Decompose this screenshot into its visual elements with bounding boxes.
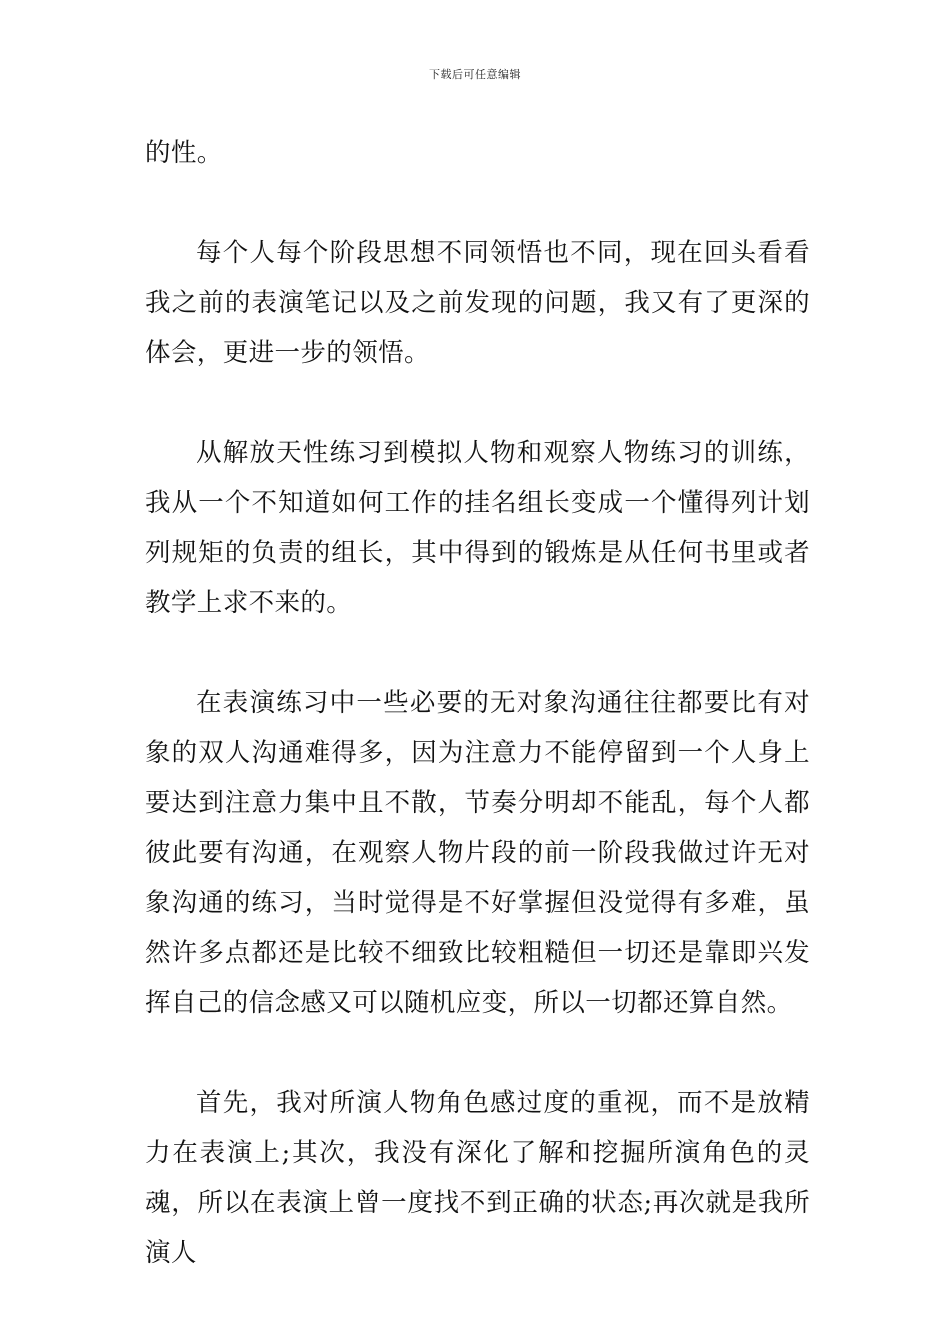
paragraph-gap xyxy=(145,178,810,228)
paragraph-gap xyxy=(145,628,810,678)
paragraph-4: 在表演练习中一些必要的无对象沟通往往都要比有对象的双人沟通难得多，因为注意力不能停留到一个人身上要达到注意力集中且不散，节奏分明却不能乱，每个人都彼此要有沟通，在观察人物片段的前一阶段我做过许无对象沟通的练习，当时觉得是不好掌握但没觉得有多难，虽然许多点都还是比较不细致比较粗糙但一切还是靠即兴发挥自己的信念感又可以随机应变，所以一切都还算自然。 xyxy=(145,688,810,1018)
paragraph-2: 每个人每个阶段思想不同领悟也不同，现在回头看看我之前的表演笔记以及之前发现的问题，我又有了更深的体会，更进一步的领悟。 xyxy=(145,238,810,368)
paragraph-gap xyxy=(145,1028,810,1078)
paragraph-gap xyxy=(145,378,810,428)
document-body xyxy=(145,128,810,1278)
page-header-note: 下载后可任意编辑 xyxy=(429,68,521,81)
paragraph-5: 首先，我对所演人物角色感过度的重视，而不是放精力在表演上;其次，我没有深化了解和挖掘所演角色的灵魂，所以在表演上曾一度找不到正确的状态;再次就是我所演人 xyxy=(145,1088,810,1268)
paragraph-3: 从解放天性练习到模拟人物和观察人物练习的训练，我从一个不知道如何工作的挂名组长变成一个懂得列计划列规矩的负责的组长，其中得到的锻炼是从任何书里或者教学上求不来的。 xyxy=(145,438,810,618)
paragraph-1: 的性。 xyxy=(145,138,223,168)
